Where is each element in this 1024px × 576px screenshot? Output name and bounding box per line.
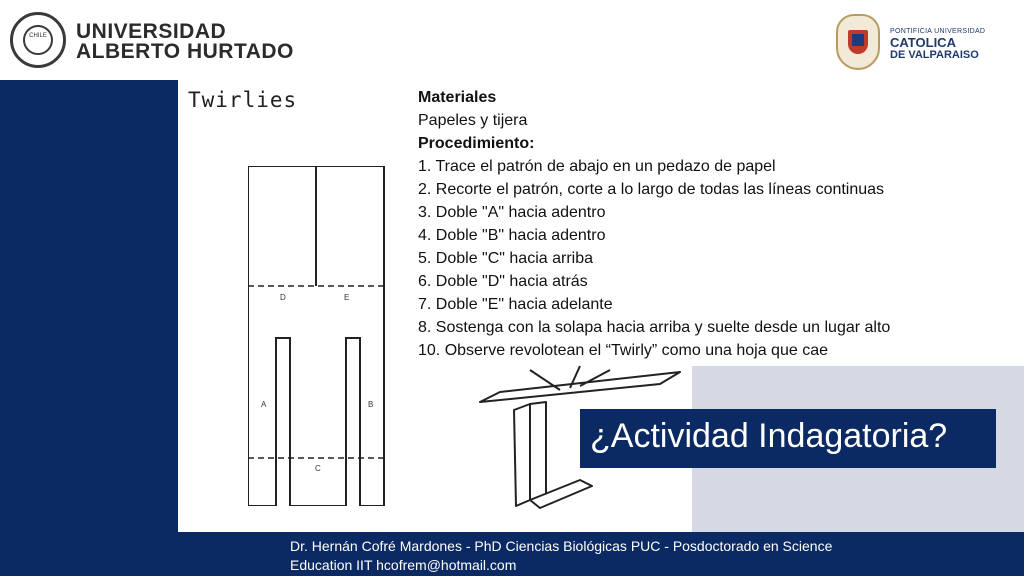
label-a: A xyxy=(261,400,267,409)
procedure-step: 8. Sostenga con la solapa hacia arriba y suelte desde un lugar alto xyxy=(418,319,891,336)
ucv-name xyxy=(890,28,985,61)
header xyxy=(0,0,1024,80)
instructions xyxy=(418,86,978,362)
footer-line1: Dr. Hernán Cofré Mardones - PhD Ciencias Biológicas PUC - Posdoctorado en Science xyxy=(290,538,833,554)
uah-name-line2: ALBERTO HURTADO xyxy=(76,40,294,63)
ucv-shield-inner xyxy=(852,34,864,46)
materials-heading: Materiales xyxy=(418,89,497,106)
procedure-step: 6. Doble "D" hacia atrás xyxy=(418,273,588,290)
ucv-name-line3: DE VALPARAISO xyxy=(890,49,979,61)
procedure-step: 2. Recorte el patrón, corte a lo largo de todas las líneas continuas xyxy=(418,181,885,198)
label-d: D xyxy=(280,293,286,302)
twirly-pattern-drawing xyxy=(248,166,388,506)
uah-logo-emblem xyxy=(23,25,53,55)
figure-title: Twirlies xyxy=(188,88,298,112)
slide-title: ¿Actividad Indagatoria? xyxy=(590,417,948,455)
procedure-step: 1. Trace el patrón de abajo en un pedazo de papel xyxy=(418,158,776,175)
footer-credit xyxy=(290,537,910,575)
procedure-heading: Procedimiento: xyxy=(418,135,535,152)
uah-logo-ring-text: CHILE xyxy=(29,33,47,39)
uah-name-line1: UNIVERSIDAD xyxy=(76,20,227,43)
procedure-step: 5. Doble "C" hacia arriba xyxy=(418,250,593,267)
ucv-name-line1: PONTIFICIA UNIVERSIDAD xyxy=(890,28,986,35)
footer-line2: Education IIT hcofrem@hotmail.com xyxy=(290,557,517,573)
model-stem-right xyxy=(530,402,546,500)
ucv-logo xyxy=(836,14,880,70)
procedure-step: 4. Doble "B" hacia adentro xyxy=(418,227,606,244)
procedure-step: 10. Observe revolotean el “Twirly” como una hoja que cae xyxy=(418,342,828,359)
model-top-wing xyxy=(480,372,680,402)
slide-title-box xyxy=(576,409,996,468)
twirly-pattern-figure xyxy=(178,80,410,532)
procedure-step: 3. Doble "A" hacia adentro xyxy=(418,204,606,221)
label-c: C xyxy=(315,464,321,473)
model-stem-left xyxy=(514,404,530,506)
materials-text: Papeles y tijera xyxy=(418,112,528,129)
label-e: E xyxy=(344,293,350,302)
uah-name xyxy=(76,22,294,62)
left-navy-bar xyxy=(0,80,178,576)
uah-logo xyxy=(10,12,66,68)
procedure-step: 7. Doble "E" hacia adelante xyxy=(418,296,613,313)
ucv-name-line2: CATOLICA xyxy=(890,35,956,50)
label-b: B xyxy=(368,400,374,409)
